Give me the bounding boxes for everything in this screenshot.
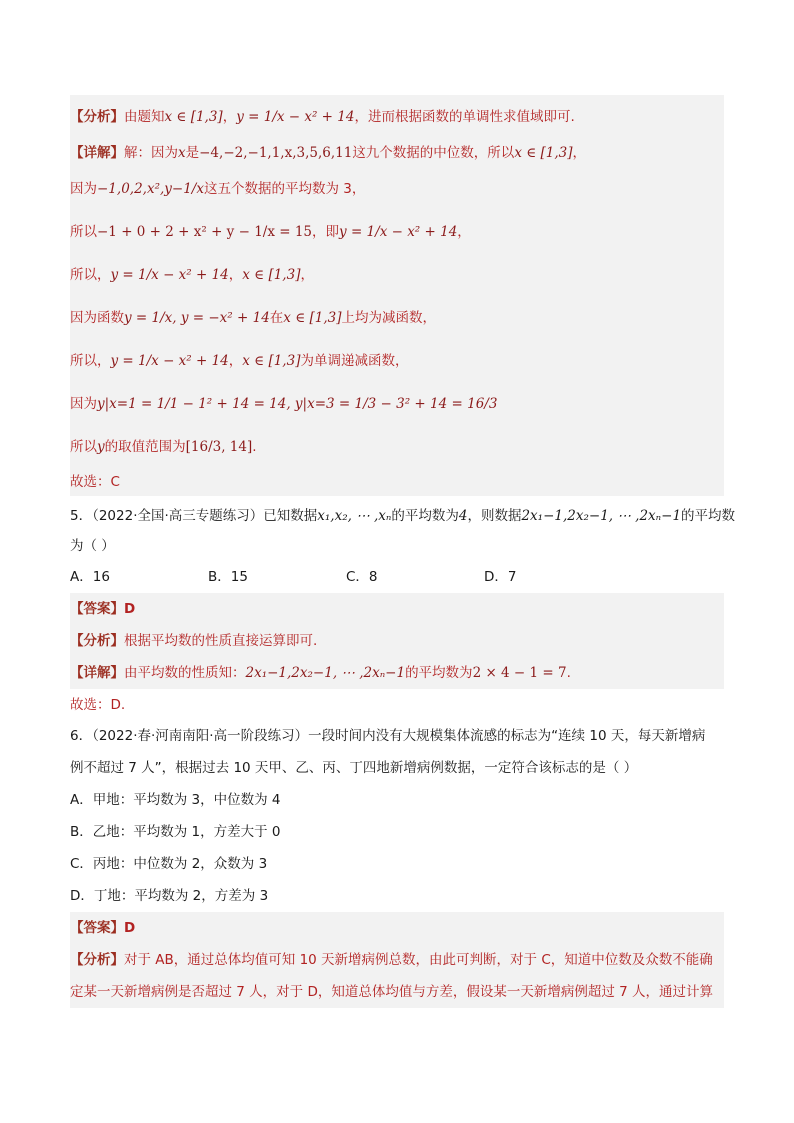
q5-stem-line-2 — [70, 530, 724, 562]
q4-choice-line — [70, 466, 724, 498]
text: ，则数据 — [467, 508, 522, 524]
option-d: D．7 — [484, 569, 517, 585]
q4-detail-line-5 — [70, 302, 724, 334]
math-expr: x ∈ [1,3] — [283, 310, 342, 326]
math-expr: x ∈ [1,3] — [514, 145, 573, 161]
text: 解：因为 — [124, 145, 178, 161]
q5-answer-line — [70, 593, 724, 625]
q6-analysis-line-2 — [70, 976, 724, 1008]
math-expr: [16/3, 14] — [185, 439, 253, 455]
text: ， — [228, 353, 243, 369]
detail-tag: 【详解】 — [70, 145, 124, 161]
text: 是 — [185, 145, 200, 161]
text: 这九个数据的中位数，所以 — [352, 145, 515, 161]
math-expr: −1,0,2,x²,y−1/x — [97, 181, 204, 197]
q5-choice-line — [70, 689, 724, 721]
analysis-tag: 【分析】 — [70, 633, 124, 649]
text: 的平均数为 — [405, 665, 473, 681]
math-expr: y = 1/x − x² + 14 — [110, 267, 229, 283]
answer-value: D — [124, 601, 136, 617]
option-c: C．8 — [346, 569, 378, 585]
text: 为（ ） — [70, 538, 115, 554]
text: ， — [228, 267, 243, 283]
text: 为单调递减函数， — [300, 353, 409, 369]
q6-stem-line-2 — [70, 752, 724, 784]
math-expr: 2x₁−1,2x₂−1, ⋯ ,2xₙ−1 — [245, 665, 406, 681]
q4-detail-line-1 — [70, 137, 724, 169]
text: 5．（2022·全国·高三专题练习）已知数据 — [70, 508, 318, 524]
q6-option-a: A．甲地：平均数为 3，中位数为 4 — [70, 792, 281, 808]
math-expr: y = 1/x − x² + 14 — [236, 109, 355, 125]
q6-analysis-line-1 — [70, 944, 724, 976]
text: 这五个数据的平均数为 3， — [203, 181, 366, 197]
text: 因为 — [70, 181, 97, 197]
q5-analysis-line — [70, 625, 724, 657]
text: ，进而根据函数的单调性求值域即可. — [354, 109, 575, 125]
math-expr: −4,−2,−1,1,x,3,5,6,11 — [199, 145, 353, 161]
q4-detail-line-4 — [70, 259, 724, 291]
analysis-tag: 【分析】 — [70, 952, 124, 968]
math-expr: x ∈ [1,3] — [242, 353, 301, 369]
math-expr: y = 1/x − x² + 14 — [110, 353, 229, 369]
text: ， — [457, 224, 471, 240]
q4-detail-line-7 — [70, 388, 724, 420]
q5-detail-line — [70, 657, 724, 689]
q4-detail-line-3 — [70, 216, 724, 248]
math-expr: 4 — [458, 508, 468, 524]
text: 上均为减函数， — [341, 310, 436, 326]
math-expr: x ∈ [1,3] — [164, 109, 223, 125]
text: ，即 — [312, 224, 340, 240]
text: 根据平均数的性质直接运算即可. — [124, 633, 318, 649]
text: 在 — [269, 310, 284, 326]
choice-text: 故选：C — [70, 474, 120, 490]
math-expr: x₁,x₂, ⋯ ,xₙ — [317, 508, 392, 524]
option-a: A．16 — [70, 569, 110, 585]
text: 所以， — [70, 267, 111, 283]
text: 定某一天新增病例是否超过 7 人，对于 D，知道总体均值与方差，假设某一天新增病例超过 7 人，通过计算 — [70, 984, 714, 1000]
q6-option-d: D．丁地：平均数为 2，方差为 3 — [70, 888, 269, 904]
analysis-tag: 【分析】 — [70, 109, 124, 125]
text: 的平均数为 — [391, 508, 459, 524]
q6-option-b: B．乙地：平均数为 1，方差大于 0 — [70, 824, 281, 840]
text: 例不超过 7 人”，根据过去 10 天甲、乙、丙、丁四地新增病例数据，一定符合该标志的是（ ） — [70, 760, 638, 776]
text: ， — [300, 267, 314, 283]
math-expr: x — [178, 145, 186, 161]
math-expr: y = 1/x, y = −x² + 14 — [124, 310, 270, 326]
text: 的取值范围为 — [104, 439, 186, 455]
q4-detail-line-2 — [70, 173, 724, 205]
answer-tag: 【答案】 — [70, 601, 124, 617]
math-expr: y = 1/x − x² + 14 — [339, 224, 458, 240]
option-b: B．15 — [208, 569, 248, 585]
text: ， — [572, 145, 587, 161]
math-expr: x ∈ [1,3] — [242, 267, 301, 283]
q4-detail-line-8 — [70, 431, 724, 463]
text: 由题知 — [124, 109, 165, 125]
text: 由平均数的性质知： — [124, 665, 246, 681]
text: 的平均数 — [681, 508, 736, 524]
text: 所以 — [70, 224, 97, 240]
text: 所以 — [70, 439, 97, 455]
math-expr: −1 + 0 + 2 + x² + y − 1/x = 15 — [97, 224, 313, 240]
text: ， — [222, 109, 237, 125]
text: 对于 AB，通过总体均值可知 10 天新增病例总数，由此可判断，对于 C，知道中位数及众数不能确 — [124, 952, 713, 968]
answer-tag: 【答案】 — [70, 920, 124, 936]
q4-detail-line-6 — [70, 345, 724, 377]
math-expr: y — [97, 439, 105, 455]
choice-text: 故选：D. — [70, 697, 126, 713]
math-expr: 2 × 4 − 1 = 7 — [472, 665, 567, 681]
detail-tag: 【详解】 — [70, 665, 124, 681]
text: 因为 — [70, 396, 97, 412]
q6-answer-line — [70, 912, 724, 944]
q6-option-c: C．丙地：中位数为 2，众数为 3 — [70, 856, 268, 872]
text: 所以， — [70, 353, 111, 369]
answer-value: D — [124, 920, 136, 936]
q5-options — [70, 561, 724, 593]
text: 6．（2022·春·河南南阳·高一阶段练习）一段时间内没有大规模集体流感的标志为“连续 10 天，每天新增病 — [70, 728, 706, 744]
math-expr: y|x=1 = 1/1 − 1² + 14 = 14, y|x=3 = 1/3 − 3² + 14 = 16/3 — [97, 396, 498, 412]
math-expr: 2x₁−1,2x₂−1, ⋯ ,2xₙ−1 — [521, 508, 682, 524]
text: . — [566, 665, 571, 681]
text: 因为函数 — [70, 310, 124, 326]
q6-stem-line-1 — [70, 720, 724, 752]
q4-analysis-line — [70, 101, 724, 133]
text: . — [252, 439, 257, 455]
q5-stem-line-1 — [70, 500, 736, 532]
